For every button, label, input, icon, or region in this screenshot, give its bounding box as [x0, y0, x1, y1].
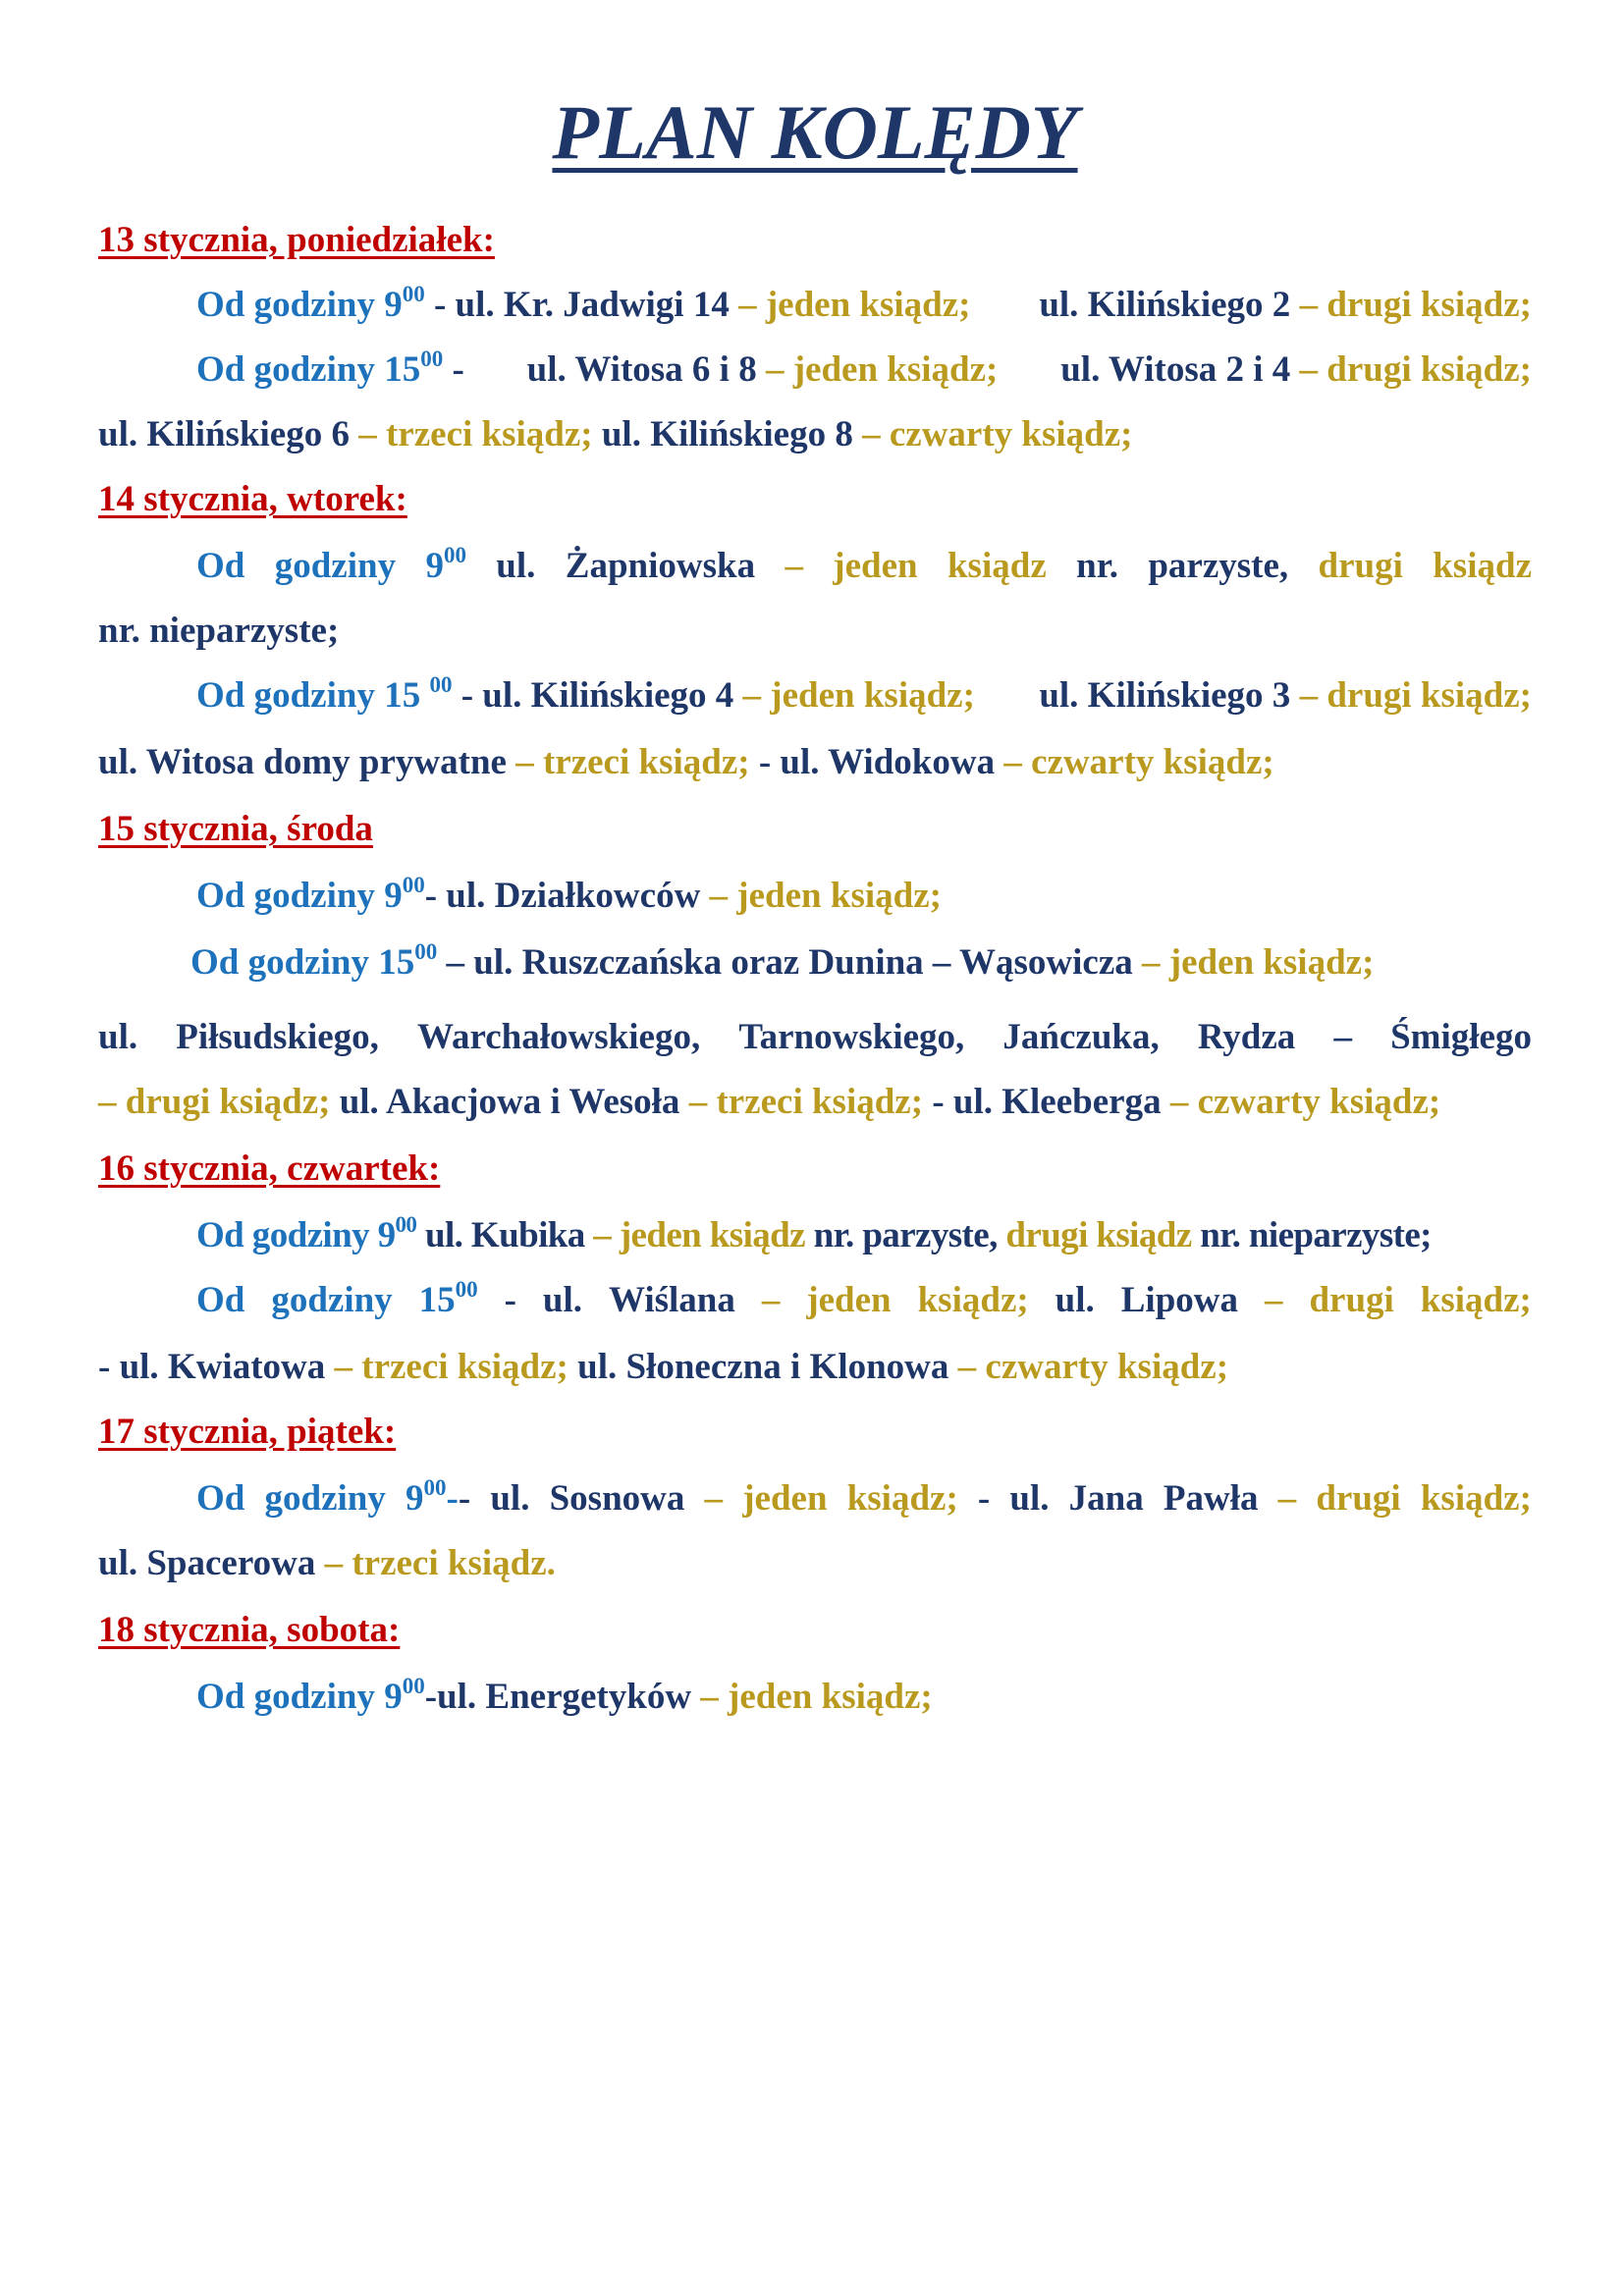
street: Sosnowa: [549, 1478, 685, 1519]
street: - ul. Kleeberga: [923, 1082, 1162, 1122]
day-heading-16: [98, 1147, 1532, 1192]
day-heading-14: [98, 477, 1532, 522]
dash: -: [452, 675, 483, 716]
dash: -: [424, 285, 456, 325]
priest-label: – drugi ksiądz;: [1290, 285, 1532, 325]
street: – ul. Ruszczańska oraz Dunina – Wąsowicza: [437, 942, 1133, 983]
schedule-line: [196, 1476, 1532, 1522]
schedule-text: [419, 1278, 478, 1323]
priest-label: – jeden ksiądz: [584, 1215, 805, 1255]
dash: -: [443, 349, 464, 390]
day-heading-15: [98, 807, 1532, 852]
schedule-line: [98, 1541, 1532, 1586]
street: Lipowa: [1120, 1280, 1238, 1320]
time-superscript: 00: [414, 938, 438, 964]
dash: -: [458, 1478, 471, 1519]
priest-label: – trzeci ksiądz.: [315, 1543, 556, 1583]
time-superscript: 00: [443, 542, 466, 567]
schedule-line: [196, 1278, 1532, 1323]
priest-label: jeden: [833, 546, 918, 586]
priest-label: drugi ksiądz: [997, 1215, 1192, 1255]
day-heading-17: [98, 1410, 1532, 1455]
time-label: Od godziny 9: [196, 876, 403, 916]
priest-label: jeden: [806, 1280, 892, 1320]
schedule-text: [1039, 673, 1532, 719]
time-label: Od godziny 15: [196, 675, 430, 716]
street: ul.: [496, 546, 536, 586]
schedule-line: [98, 412, 1532, 457]
priest-label: – jeden ksiądz;: [756, 349, 999, 390]
street: nr. nieparzyste;: [98, 611, 340, 651]
page-title: PLAN KOLĘDY: [552, 89, 1078, 175]
schedule-line: [196, 673, 1532, 719]
street: Rydza: [1197, 1017, 1296, 1057]
schedule-line: [98, 1345, 1532, 1390]
priest-label: – jeden ksiądz;: [691, 1677, 933, 1717]
priest-label: – trzeci ksiądz;: [325, 1347, 568, 1387]
day-heading-label: 17 stycznia, piątek:: [98, 1412, 397, 1452]
priest-label: – drugi ksiądz;: [1290, 675, 1532, 716]
street: parzyste,: [1148, 546, 1289, 586]
priest-label: – drugi ksiądz;: [98, 1082, 331, 1122]
time-label: Od: [196, 546, 245, 586]
street: - ul. Widokowa: [749, 742, 996, 782]
day-heading-label: 18 stycznia, sobota:: [98, 1610, 401, 1650]
street: Warchałowskiego,: [417, 1017, 701, 1057]
time-label: Od godziny 15: [190, 942, 415, 983]
time-superscript: 00: [429, 671, 453, 697]
priest-label: drugi: [1316, 1478, 1401, 1519]
priest-label: ksiądz;: [917, 1280, 1029, 1320]
street: ul.: [98, 1017, 138, 1057]
time-superscript: 00: [420, 346, 444, 371]
priest-label: – trzeci ksiądz;: [349, 414, 593, 454]
street: ul. Witosa domy prywatne: [98, 742, 507, 782]
street: Wiślana: [609, 1280, 735, 1320]
day-heading-label: 16 stycznia, czwartek:: [98, 1148, 441, 1189]
time-label: godziny: [274, 546, 397, 586]
priest-label: ksiądz;: [1420, 1478, 1532, 1519]
time-label: 9: [406, 1478, 424, 1519]
time-superscript: 00: [402, 872, 425, 897]
priest-label: ksiądz: [1433, 546, 1532, 586]
street: nr.: [1076, 546, 1118, 586]
priest-label: – czwarty ksiądz;: [852, 414, 1133, 454]
dash: -: [424, 1677, 438, 1717]
street: Jańczuka,: [1002, 1017, 1160, 1057]
dash: -: [424, 876, 447, 916]
time-label: godziny: [271, 1280, 393, 1320]
time-superscript: 00: [395, 1211, 417, 1237]
day-heading-label: 15 stycznia, środa: [98, 809, 373, 849]
time-superscript: 00: [402, 1673, 425, 1698]
street: ul. Kubika: [416, 1215, 585, 1255]
street: Tarnowskiego,: [738, 1017, 965, 1057]
dash: -: [504, 1280, 516, 1320]
day-heading-13: [98, 218, 1532, 263]
street: ul.: [1009, 1478, 1050, 1519]
dash: –: [704, 1478, 724, 1519]
priest-label: – trzeci ksiądz;: [679, 1082, 924, 1122]
street: nr. nieparzyste;: [1191, 1215, 1432, 1255]
priest-label: ksiądz: [947, 546, 1047, 586]
dash: -: [977, 1478, 991, 1519]
time-label: Od: [196, 1478, 245, 1519]
schedule-line: [98, 609, 1532, 654]
schedule-text: [1060, 347, 1532, 393]
time-superscript: 00: [423, 1474, 447, 1500]
time-label: godziny: [264, 1478, 386, 1519]
priest-label: – jeden ksiądz;: [700, 876, 942, 916]
street: ul.: [542, 1280, 583, 1320]
street: ul.: [1055, 1280, 1095, 1320]
priest-label: – jeden ksiądz;: [733, 675, 975, 716]
dash: -: [446, 1478, 459, 1519]
time-label: Od godziny 9: [196, 285, 403, 325]
time-label: Od godziny 9: [196, 1677, 403, 1717]
day-heading-label: 14 stycznia, wtorek:: [98, 479, 407, 519]
dash: –: [1333, 1017, 1352, 1057]
priest-label: drugi: [1309, 1280, 1394, 1320]
priest-label: – drugi ksiądz;: [1290, 349, 1532, 390]
dash: –: [1277, 1478, 1297, 1519]
priest-label: ksiądz;: [1420, 1280, 1532, 1320]
schedule-text: [1039, 283, 1532, 328]
street: - ul. Kwiatowa: [98, 1347, 326, 1387]
schedule-line: [196, 1213, 1624, 1258]
time-label: 9: [425, 546, 444, 586]
dash: –: [761, 1280, 781, 1320]
street: ul. Słoneczna i Klonowa: [568, 1347, 949, 1387]
priest-label: – czwarty ksiądz;: [948, 1347, 1229, 1387]
street: ul. Witosa 6 i 8: [526, 349, 757, 390]
street: ul. Energetyków: [437, 1677, 692, 1717]
street: ul. Kilińskiego 4: [482, 675, 734, 716]
schedule-line: [98, 1080, 1532, 1125]
time-superscript: 00: [402, 281, 425, 306]
street: ul.: [490, 1478, 530, 1519]
street: ul. Spacerowa: [98, 1543, 316, 1583]
street: ul. Kilińskiego 3: [1039, 675, 1291, 716]
schedule-line: [196, 283, 1532, 328]
priest-label: jeden: [742, 1478, 828, 1519]
priest-label: – trzeci ksiądz;: [506, 742, 750, 782]
priest-label: – jeden ksiądz;: [729, 285, 971, 325]
priest-label: – czwarty ksiądz;: [1161, 1082, 1441, 1122]
priest-label: drugi: [1318, 546, 1403, 586]
street: ul. Działkowców: [446, 876, 701, 916]
street: Piłsudskiego,: [176, 1017, 379, 1057]
time-label: Od godziny 9: [196, 1215, 396, 1255]
schedule-line: [196, 347, 1532, 393]
priest-label: – jeden ksiądz;: [1132, 942, 1375, 983]
schedule-line: [98, 740, 1532, 785]
time-label: Od godziny 15: [196, 349, 421, 390]
schedule-line: [190, 940, 1624, 986]
street: Jana: [1068, 1478, 1144, 1519]
schedule-line: [196, 544, 1532, 589]
street: ul. Kilińskiego 6: [98, 414, 350, 454]
schedule-line: [196, 874, 1624, 919]
schedule-text: [406, 1476, 470, 1522]
street: Żapniowska: [565, 546, 756, 586]
street: Śmigłego: [1390, 1017, 1532, 1057]
priest-label: ksiądz;: [846, 1478, 958, 1519]
time-label: 15: [418, 1280, 456, 1320]
schedule-text: [196, 673, 975, 719]
street: ul. Kilińskiego 8: [592, 414, 853, 454]
schedule-line: [98, 1015, 1532, 1060]
time-superscript: 00: [455, 1276, 478, 1302]
street: ul. Kr. Jadwigi 14: [455, 285, 730, 325]
street: ul. Kilińskiego 2: [1039, 285, 1291, 325]
day-heading-18: [98, 1608, 1532, 1653]
dash: –: [785, 546, 803, 586]
day-heading-label: 13 stycznia, poniedziałek:: [98, 220, 495, 260]
schedule-text: [196, 283, 970, 328]
priest-label: – czwarty ksiądz;: [995, 742, 1274, 782]
schedule-text: [527, 347, 999, 393]
schedule-line: [196, 1675, 1624, 1720]
schedule-text: [196, 347, 464, 393]
street: nr. parzyste,: [804, 1215, 998, 1255]
time-label: Od: [196, 1280, 245, 1320]
street: ul. Witosa 2 i 4: [1060, 349, 1291, 390]
street: Pawła: [1163, 1478, 1259, 1519]
dash: –: [1264, 1280, 1283, 1320]
schedule-text: [425, 544, 466, 589]
street: ul. Akacjowa i Wesoła: [330, 1082, 680, 1122]
